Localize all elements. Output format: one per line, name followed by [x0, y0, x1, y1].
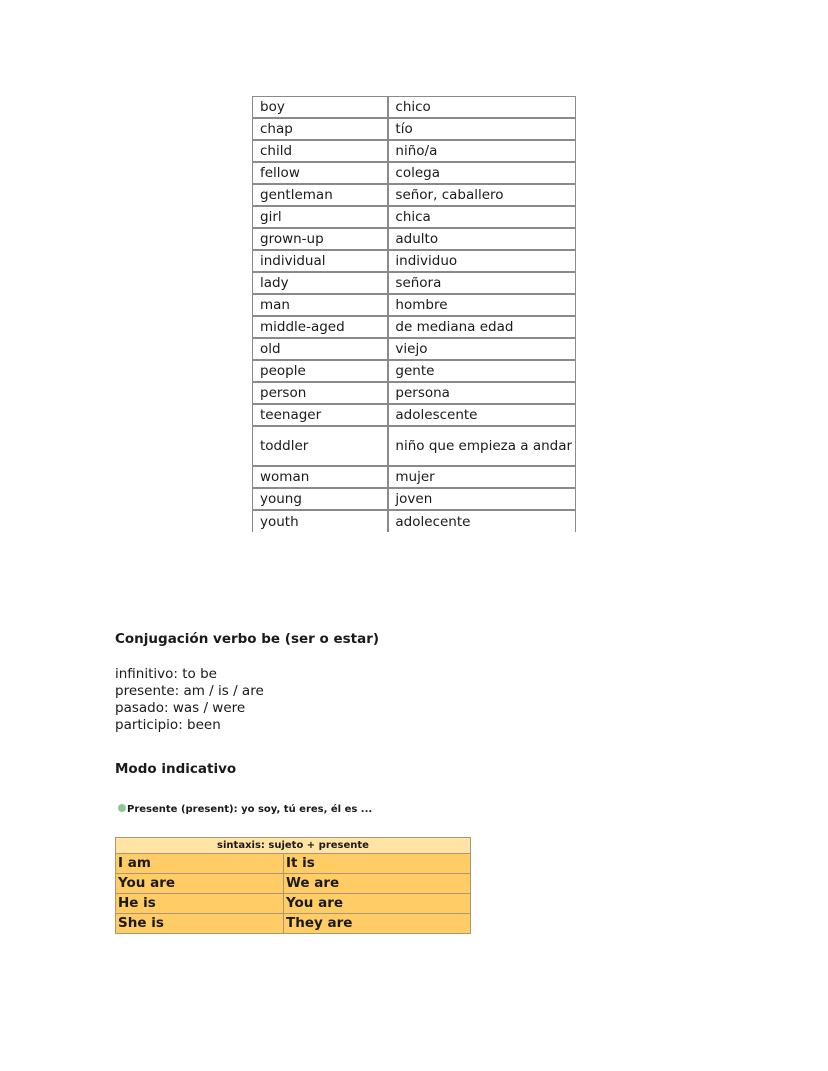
- table-cell: He is: [116, 894, 284, 914]
- table-row: [252, 162, 576, 184]
- english-word: toddler: [252, 426, 388, 466]
- table-row: [252, 360, 576, 382]
- participle-line: participio: been: [115, 717, 221, 733]
- spanish-word: adolescente: [388, 404, 576, 426]
- spanish-word: chica: [388, 206, 576, 228]
- table-row: [252, 338, 576, 360]
- spanish-word: adolecente: [388, 510, 576, 532]
- table-row: [252, 466, 576, 488]
- english-word: teenager: [252, 404, 388, 426]
- spanish-word: tío: [388, 118, 576, 140]
- table-row: [252, 488, 576, 510]
- english-word: chap: [252, 118, 388, 140]
- table-cell: I am: [116, 854, 284, 874]
- present-line: presente: am / is / are: [115, 683, 264, 699]
- spanish-word: viejo: [388, 338, 576, 360]
- conjugation-table: [115, 837, 471, 934]
- english-word: individual: [252, 250, 388, 272]
- spanish-word: individuo: [388, 250, 576, 272]
- table-row: [252, 140, 576, 162]
- english-word: woman: [252, 466, 388, 488]
- spanish-word: mujer: [388, 466, 576, 488]
- table-row: [252, 316, 576, 338]
- english-word: person: [252, 382, 388, 404]
- past-line: pasado: was / were: [115, 700, 246, 716]
- spanish-word: chico: [388, 96, 576, 118]
- english-word: gentleman: [252, 184, 388, 206]
- spanish-word: niño que empieza a andar: [388, 426, 576, 466]
- spanish-word: señor, caballero: [388, 184, 576, 206]
- table-row: [252, 118, 576, 140]
- english-word: boy: [252, 96, 388, 118]
- table-cell: They are: [284, 914, 471, 934]
- table-row: [116, 914, 471, 934]
- table-row: [252, 404, 576, 426]
- conjugation-table-header: sintaxis: sujeto + presente: [116, 838, 471, 854]
- english-word: child: [252, 140, 388, 162]
- english-word: old: [252, 338, 388, 360]
- table-row: [116, 854, 471, 874]
- spanish-word: colega: [388, 162, 576, 184]
- table-row: [252, 382, 576, 404]
- verb-forms: [115, 666, 264, 734]
- table-row: [252, 426, 576, 466]
- indicative-title: Modo indicativo: [115, 761, 237, 777]
- infinitive-line: infinitivo: to be: [115, 666, 217, 682]
- vocabulary-table: [252, 96, 576, 532]
- table-row: [116, 894, 471, 914]
- table-cell: You are: [116, 874, 284, 894]
- conjugation-title: Conjugación verbo be (ser o estar): [115, 631, 380, 647]
- table-row: [252, 272, 576, 294]
- table-row: [252, 228, 576, 250]
- table-cell: She is: [116, 914, 284, 934]
- table-row: [116, 874, 471, 894]
- present-heading-text: Presente (present): yo soy, tú eres, él es ...: [127, 804, 373, 815]
- spanish-word: adulto: [388, 228, 576, 250]
- spanish-word: de mediana edad: [388, 316, 576, 338]
- table-row: [252, 206, 576, 228]
- table-row: [252, 250, 576, 272]
- table-row: [252, 294, 576, 316]
- english-word: youth: [252, 510, 388, 532]
- present-heading: [118, 804, 372, 815]
- english-word: girl: [252, 206, 388, 228]
- table-row: [252, 96, 576, 118]
- english-word: grown-up: [252, 228, 388, 250]
- spanish-word: joven: [388, 488, 576, 510]
- english-word: lady: [252, 272, 388, 294]
- spanish-word: gente: [388, 360, 576, 382]
- english-word: young: [252, 488, 388, 510]
- spanish-word: hombre: [388, 294, 576, 316]
- table-cell: It is: [284, 854, 471, 874]
- spanish-word: persona: [388, 382, 576, 404]
- english-word: people: [252, 360, 388, 382]
- table-cell: You are: [284, 894, 471, 914]
- english-word: middle-aged: [252, 316, 388, 338]
- spanish-word: niño/a: [388, 140, 576, 162]
- table-row: [252, 510, 576, 532]
- english-word: fellow: [252, 162, 388, 184]
- spanish-word: señora: [388, 272, 576, 294]
- table-row: [252, 184, 576, 206]
- bullet-icon: [118, 804, 126, 812]
- table-cell: We are: [284, 874, 471, 894]
- english-word: man: [252, 294, 388, 316]
